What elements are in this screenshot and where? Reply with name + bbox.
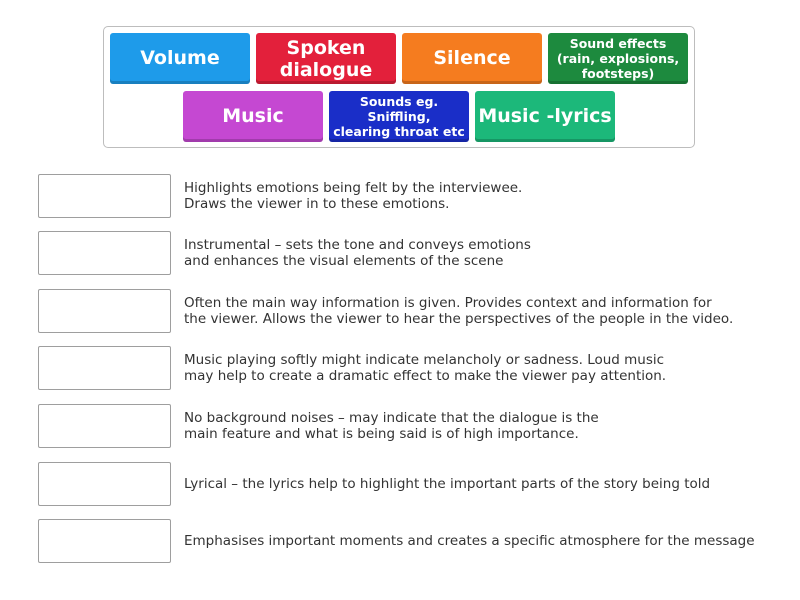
description-3-line2: the viewer. Allows the viewer to hear the perspectives of the people in the video. — [184, 311, 734, 327]
drop-box-7[interactable] — [38, 519, 171, 563]
tile-spoken-dialogue[interactable]: Spoken dialogue — [256, 33, 396, 84]
drop-box-5[interactable] — [38, 404, 171, 448]
tile-silence[interactable]: Silence — [402, 33, 542, 84]
description-7-line1: Emphasises important moments and creates a specific atmosphere for the message — [184, 533, 755, 549]
match-row-2 — [38, 231, 758, 275]
tile-music[interactable]: Music — [183, 91, 323, 142]
description-3-line1: Often the main way information is given. Provides context and information for — [184, 295, 712, 311]
description-1-line1: Highlights emotions being felt by the interviewee. — [184, 180, 523, 196]
description-2-line1: Instrumental – sets the tone and conveys emotions — [184, 237, 531, 253]
match-row-3 — [38, 289, 758, 333]
description-4-line1: Music playing softly might indicate melancholy or sadness. Loud music — [184, 352, 665, 368]
description-4 — [184, 346, 754, 390]
description-5 — [184, 404, 754, 448]
drop-box-6[interactable] — [38, 462, 171, 506]
drop-box-2[interactable] — [38, 231, 171, 275]
drop-box-4[interactable] — [38, 346, 171, 390]
tile-sounds-sniffling[interactable]: Sounds eg. Sniffling, clearing throat etc — [329, 91, 469, 142]
description-4-line2: may help to create a dramatic effect to make the viewer pay attention. — [184, 368, 667, 384]
description-6 — [184, 462, 754, 506]
description-3 — [184, 289, 754, 333]
description-1 — [184, 174, 754, 218]
description-6-line1: Lyrical – the lyrics help to highlight the important parts of the story being told — [184, 476, 711, 492]
description-5-line1: No background noises – may indicate that the dialogue is the — [184, 410, 599, 426]
description-1-line2: Draws the viewer in to these emotions. — [184, 196, 450, 212]
tile-bank — [103, 26, 695, 148]
match-row-7 — [38, 519, 758, 563]
tile-sound-effects[interactable]: Sound effects (rain, explosions, footsteps) — [548, 33, 688, 84]
tile-volume[interactable]: Volume — [110, 33, 250, 84]
match-row-5 — [38, 404, 758, 448]
drop-box-3[interactable] — [38, 289, 171, 333]
description-7 — [184, 519, 754, 563]
match-row-6 — [38, 462, 758, 506]
tile-music-lyrics[interactable]: Music -lyrics — [475, 91, 615, 142]
description-2 — [184, 231, 754, 275]
match-row-1 — [38, 174, 758, 218]
description-5-line2: main feature and what is being said is of high importance. — [184, 426, 579, 442]
description-2-line2: and enhances the visual elements of the scene — [184, 253, 504, 269]
match-row-4 — [38, 346, 758, 390]
drop-box-1[interactable] — [38, 174, 171, 218]
